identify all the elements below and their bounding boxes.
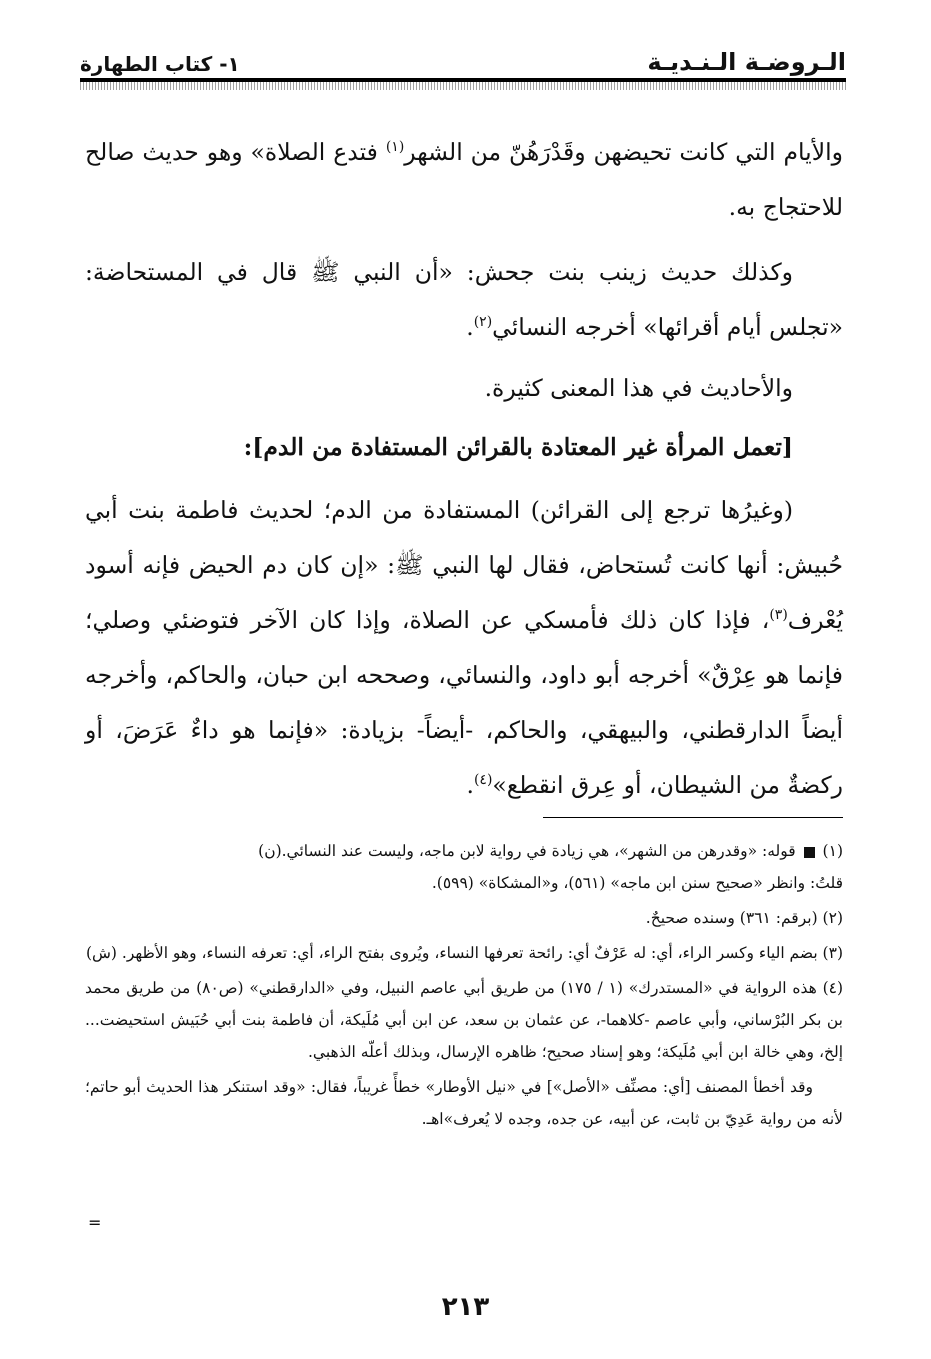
footnote-separator xyxy=(543,817,843,818)
running-header xyxy=(80,40,846,76)
chapter-title: ١- كتاب الطهارة xyxy=(80,52,240,76)
paragraph: والأيام التي كانت تحيضهن وقَدْرَهُنّ من الشهر$^{(١)}$ فتدع الصلاة» وهو حديث صالح للاحتجاج به. xyxy=(85,138,843,221)
footnote-ref: (٤) xyxy=(473,772,493,789)
book-title: الـروضـة الـنـديـة xyxy=(647,48,846,76)
section-heading: [تعمل المرأة غير المعتادة بالقرائن المستفادة من الدم]: xyxy=(243,433,793,461)
footnote-4-continued: وقد أخطأ المصنف [أي: مصنِّف «الأصل»] في «نيل الأوطار» خطأً غريباً، فقال: «وقد استنكر هذا الحديث أبو حاتم؛ لأنه من رواية عَدِيّ بن ثابت، عن أبيه، عن جده، وجده لا يُعرف»اهـ. xyxy=(85,1078,843,1128)
paragraph: (وغيرُها ترجع إلى القرائن) المستفادة من الدم؛ لحديث فاطمة بنت أبي حُبيش: أنها كانت تُستحاض، فقال لها النبي ﷺ: «إن كان دم الحيض فإنه أسود يُعْرف$^{(٣)}$، فإذا كان ذلك فأمسكي عن الصلاة، وإذا كان الآخر فتوضئي وصلي؛ فإنما هو عِرْقٌ» أخرجه أبو داود، والنسائي، وصححه ابن حبان، والحاكم، وأخرجه أيضاً الدارقطني، والبيهقي، والحاكم، -أيضاً- بزيادة: «فإنما هو داءٌ عَرَضَ، أو ركضةٌ من الشيطان، أو عِرق انقطع»$^{(٤)}$. xyxy=(85,496,843,799)
footnote-ref: (٢) xyxy=(473,314,493,331)
paragraph: وكذلك حديث زينب بنت جحش: «أن النبي ﷺ قال في المستحاضة: «تجلس أيام أقرائها» أخرجه النسائي$^{(٢)}$. xyxy=(85,258,843,341)
footnotes xyxy=(85,835,843,1138)
page-number: ٢١٣ xyxy=(441,1292,490,1322)
footnote-3: (٣) بضم الياء وكسر الراء، أي: له عَرْفٌ أي: رائحة تعرفها النساء، ويُروى بفتح الراء، أي: تعرفه النساء، وهو الأظهر. (ش) xyxy=(85,944,843,962)
footnote-ref: (٣) xyxy=(769,607,788,624)
continuation-mark: = xyxy=(88,1213,102,1232)
footnote-2: (٢) (برقم: ٣٦١) وسنده صحيحٌ. xyxy=(645,909,843,927)
header-shade-rule xyxy=(80,82,846,90)
footnote-4: (٤) هذه الرواية في «المستدرك» (١ / ١٧٥) من طريق أبي عاصم النبيل، وفي «الدارقطني» (ص٨٠) من طريق محمد بن بكر البُرْساني، وأبي عاصم -كلاهما-، عن عثمان بن سعد، عن ابن أبي مُلَيكة، أن فاطمة بنت أبي حُبَيش استحيضت... إلخ، وهي خالة ابن أبي مُلَيكة؛ وهو إسناد صحيح؛ ظاهره الإرسال، وبذلك أعلّه الذهبي. xyxy=(85,979,844,1061)
footnote-ref: (١) xyxy=(385,139,405,156)
main-text xyxy=(85,125,843,813)
paragraph: والأحاديث في هذا المعنى كثيرة. xyxy=(484,374,793,402)
square-bullet-icon xyxy=(804,847,815,858)
footnote-1: (١) قوله: «وقدرهن من الشهر»، هي زيادة في رواية لابن ماجه، وليست عند النسائي.(ن) قلتُ: وانظر «صحيح سنن ابن ماجه» (٥٦١)، و«المشكاة» (٥٩٩). xyxy=(258,842,843,892)
